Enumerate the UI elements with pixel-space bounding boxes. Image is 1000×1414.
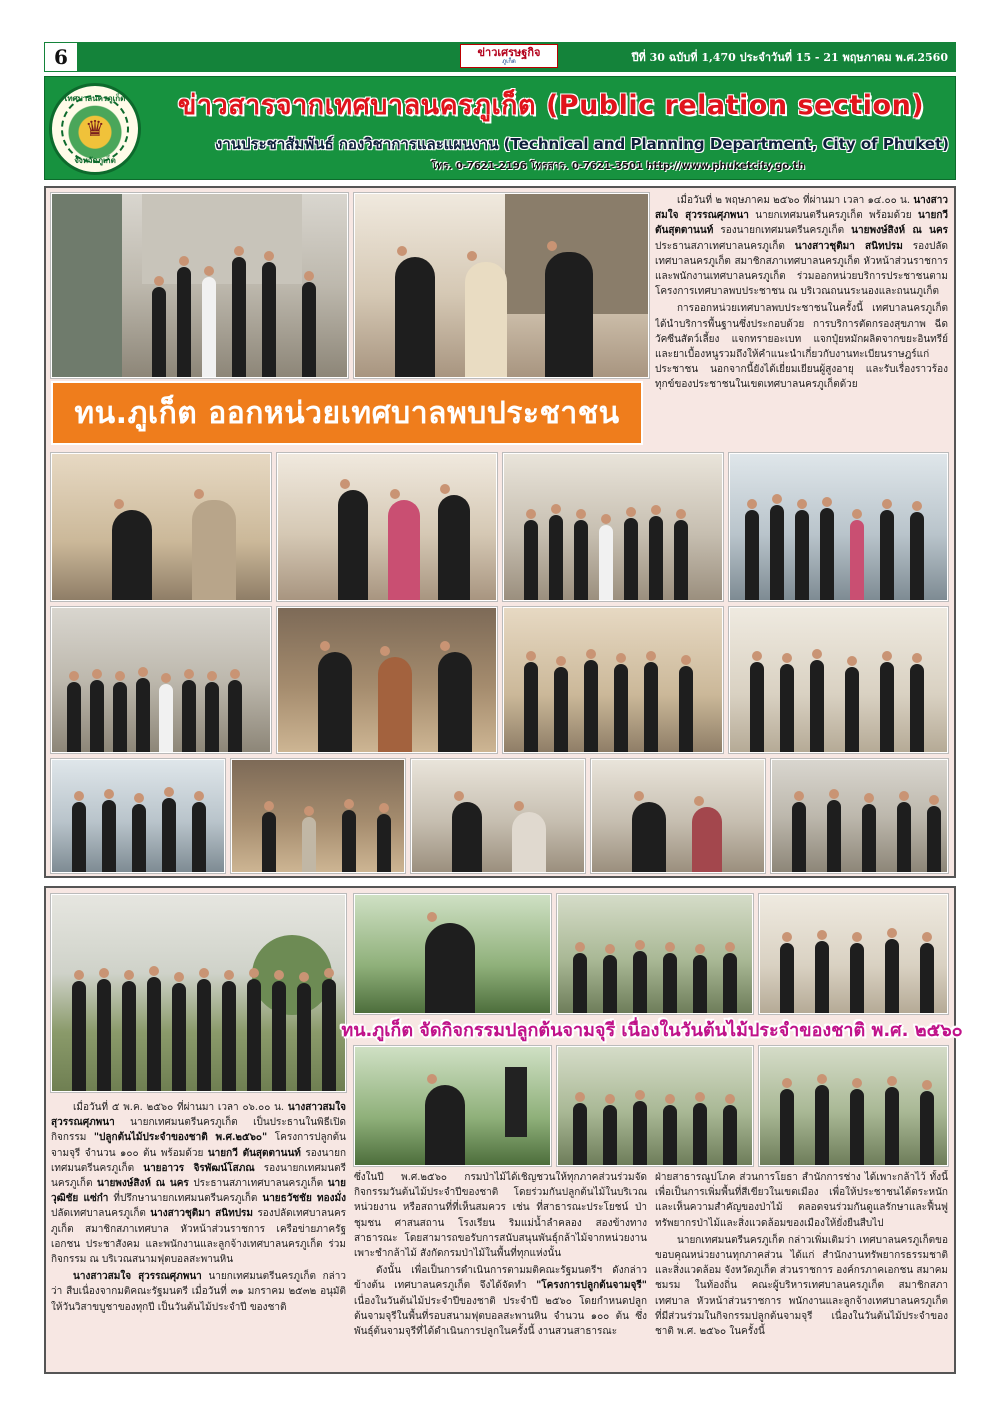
story1-headline-text: ทน.ภูเก็ต ออกหน่วยเทศบาลพบประชาชน bbox=[74, 395, 620, 431]
story2-col3-a: ฝ่ายสาธารณูปโภค ส่วนการโยธา สำนักการช่าง ได้เพาะกล้าไว้ ทั้งนี้เพื่อเป็นการเพิ่มพื้นที่สีเขียวในเขตเมือง เพื่อให้ประชาชนได้ตระหนักและเห็นความสำคัญของป่าไม้ ตลอดจนร่วมกันดูแลรักษาและฟื้นฟูทรัพยากรป่าไม้และสิ่งแวดล้อมของเมืองให้ยั่งยืนสืบไป bbox=[655, 1172, 948, 1229]
story1-p1-name3: นายพงษ์สิงห์ ณ นคร bbox=[851, 225, 948, 237]
story2-col1-h: ปลัดเทศบาลนครภูเก็ต bbox=[51, 1208, 146, 1220]
logo-sub-text: ภูเก็ต bbox=[502, 58, 516, 65]
story1-photo-row2-4 bbox=[729, 453, 948, 601]
contact-line: โทร. 0-7621-2196 โทรสาร. 0-7621-3501 http://www.phuketcity.go.th bbox=[431, 161, 805, 172]
story1-photo-row3-3 bbox=[503, 607, 723, 753]
story2-photo-audience bbox=[557, 894, 753, 1014]
story1-photo-row4-4 bbox=[591, 759, 765, 873]
story2-col2-a: ซึ่งในปี พ.ศ.๒๕๖๐ กรมป่าไม้ได้เชิญชวนให้ทุกภาคส่วนร่วมจัดกิจกรรมวันต้นไม้ประจำปีของชาติ โดยร่วมกันปลูกต้นไม้ในบริเวณหน่วยงาน หรือสถานที่ที่เห็นสมควร เช่น ที่สาธารณะประโยชน์ ป่าชุมชน ศาสนสถาน โรงเรียน ริมแม่น้ำลำคลอง สองข้างทางสาธารณะ โดยสามารถขอรับการสนับสนุนพันธุ์กล้าไม้จากหน่วยงานเพาะชำกล้าไม้ สังกัดกรมป่าไม้ในพื้นที่ทุกแห่งนั้น bbox=[354, 1172, 647, 1260]
story2-col1-d: รองนายกเทศมนตรีนครภูเก็ต bbox=[51, 1147, 346, 1174]
story1-p1-e: รองปลัดเทศบาลนครภูเก็ต สมาชิกสภาเทศบาลนครภูเก็ต หัวหน้าส่วนราชการและพนักงานเทศบาลนครภูเก็ต ร่วมออกหน่วยบริการประชาชนตามโครงการเทศบาลพบประชาชน ณ บริเวณถนนระนองและถนนภูเก็ต bbox=[655, 240, 948, 298]
story1-photo-row3-4 bbox=[729, 607, 948, 753]
story2-col1-c: โครงการปลูกต้นจามจุรี จำนวน ๑๐๐ ต้น พร้อมด้วย bbox=[51, 1132, 346, 1159]
story2-col1-event: "ปลูกต้นไม้ประจำของชาติ พ.ศ.๒๕๖๐" bbox=[93, 1132, 268, 1144]
masthead-bar bbox=[44, 42, 956, 72]
story2-photo-guests bbox=[557, 1046, 753, 1166]
story1-p1-d: ประธานสภาเทศบาลนครภูเก็ต bbox=[655, 240, 785, 252]
story2-photo-officials-seated bbox=[759, 894, 948, 1014]
story2-col2-c: เนื่องในวันต้นไม้ประจำปีของชาติ ประจำปี ๒๕๖๐ โดยกำหนดปลูกต้นจามจุรีในพื้นที่รอบสนามฟุตบอลสะพานหิน จำนวน ๑๐๐ ต้น ซึ่งพันธุ์ต้นจามจุรีที่ได้ดำเนินการปลูกในครั้งนี้ งานสวนสาธารณะ bbox=[354, 1295, 647, 1338]
seal-top-text: เทศบาลนครภูเก็ต bbox=[64, 93, 126, 103]
story1-p1-a: เมื่อวันที่ ๒ พฤษภาคม ๒๕๖๐ ที่ผ่านมา เวลา ๑๔.๐๐ น. bbox=[677, 195, 911, 206]
story2-col1-f: ประธานสภาเทศบาลนครภูเก็ต bbox=[193, 1178, 324, 1190]
story1-photo-row4-5 bbox=[771, 759, 948, 873]
story1-p1-b: นายกเทศมนตรีนครภูเก็ต พร้อมด้วย bbox=[755, 210, 912, 222]
story2-headline-text: ทน.ภูเก็ต จัดกิจกรรมปลูกต้นจามจุรี เนื่องในวันต้นไม้ประจำของชาติ พ.ศ. ๒๕๖๐ bbox=[341, 1019, 963, 1041]
story2-col1-i: รองปลัดเทศบาลนครภูเก็ต สมาชิกสภาเทศบาล หัวหน้าส่วนราชการ เครือข่ายภาครัฐ เอกชน ประชาสังคม และพนักงานและลูกจ้างเทศบาลนครภูเก็ต ร่วมกิจกรรม ณ บริเวณสนามฟุตบอลสะพานหิน bbox=[51, 1208, 346, 1266]
story2-col2-project: "โครงการปลูกต้นจามจุรี" bbox=[536, 1280, 647, 1292]
story2-col1-name6: นายธวัชชัย ทองมั่ง bbox=[262, 1193, 346, 1205]
story2-text-col2 bbox=[354, 1170, 647, 1368]
story1-photo-row2-2 bbox=[277, 453, 497, 601]
story2-col2-b: ดังนั้น เพื่อเป็นการดำเนินการตามมติคณะรัฐมนตรีฯ ดังกล่าวข้างต้น เทศบาลนครภูเก็ต จึงได้จัดทำ bbox=[354, 1265, 647, 1292]
story1-p1-c: รองนายกเทศมนตรีนครภูเก็ต bbox=[720, 225, 845, 237]
story1-photo-row4-2 bbox=[231, 759, 405, 873]
section-banner bbox=[44, 76, 956, 180]
story2-text-col3 bbox=[655, 1170, 948, 1368]
story1-photo-row2-1 bbox=[51, 453, 271, 601]
story1-photo-row2-3 bbox=[503, 453, 723, 601]
page-number: 6 bbox=[44, 42, 78, 72]
story2-col1-name7: นางสาวชุติมา สนิทปรม bbox=[150, 1208, 254, 1220]
story2-col1-j: นายกเทศมนตรีนครภูเก็ต กล่าวว่า สืบเนื่องจากมติคณะรัฐมนตรี เมื่อวันที่ ๓๑ มกราคม ๒๕๓๒ อนุมัติให้วันวิสาขบูชาของทุกปี เป็นวันต้นไม้ประจำปี ของชาติ bbox=[51, 1271, 346, 1313]
story1-text bbox=[655, 193, 948, 455]
story2-text-col1 bbox=[51, 1100, 346, 1368]
story2-col1-name8: นางสาวสมใจ สุวรรณศุภพนา bbox=[73, 1271, 202, 1283]
story1-headline bbox=[51, 381, 643, 445]
story2-photo-front-row bbox=[759, 1046, 948, 1166]
story1-p1-name1: นางสาวสมใจ สุวรรณศุภพนา bbox=[655, 195, 948, 222]
story1-p2: การออกหน่วยเทศบาลพบประชาชนในครั้งนี้ เทศบาลนครภูเก็ตได้นำบริการพื้นฐานซึ่งประกอบด้วย การบริการตัดกรองสุขภาพ ฉีดวัคซีนสัตว์เลี้ยง แจกทรายอะเบท แจกปุ๋ยหมักผลิตจากขยะอินทรีย์ และยาเบื้องหนูรวมถึงให้คำแนะนำเกี่ยวกับงานทะเบียนราษฎร์แก่ประชาชน นอกจากนี้ยังได้เยี่ยมเยียนผู้สูงอายุ และรับเรื่องราวร้องทุกข์ของประชาชนในเขตเทศบาลนครภูเก็ตด้วย bbox=[655, 303, 948, 391]
newspaper-logo bbox=[460, 44, 558, 68]
story2-photo-speaker bbox=[354, 894, 551, 1014]
section-title: ข่าวสารจากเทศบาลนครภูเก็ต (Public relation section) bbox=[177, 90, 925, 121]
story2-col1-a: เมื่อวันที่ ๕ พ.ค. ๒๕๖๐ ที่ผ่านมา เวลา ๐๖.๐๐ น. bbox=[73, 1102, 285, 1113]
seal-bottom-text: จังหวัดภูเก็ต bbox=[74, 155, 116, 165]
section-subtitle: งานประชาสัมพันธ์ กองวิชาการและแผนงาน (Technical and Planning Department, City of Phuket) bbox=[215, 135, 949, 153]
story2-col1-name4: นายพงษ์สิงห์ ณ นคร bbox=[97, 1178, 189, 1190]
story1-p1-name2: นายกวี ตันสุตตานนท์ bbox=[655, 210, 948, 237]
story1-photo-street-walk bbox=[51, 193, 348, 378]
story2-col1-name5: นายวุฒิชัย แซ่ก๋า bbox=[51, 1178, 346, 1205]
story2-photo-podium bbox=[354, 1046, 551, 1166]
story1-photo-row4-1 bbox=[51, 759, 225, 873]
story2-col1-b: นายกเทศมนตรีนครภูเก็ต เป็นประธานในพิธีเปิดกิจกรรม bbox=[51, 1117, 346, 1144]
story1-photo-row3-2 bbox=[277, 607, 497, 753]
story2-col1-name1: นางสาวสมใจ สุวรรณศุภพนา bbox=[51, 1102, 346, 1129]
story2-photo-group-planting bbox=[51, 894, 346, 1092]
issue-line: ปีที่ 30 ฉบับที่ 1,470 ประจำวันที่ 15 - 21 พฤษภาคม พ.ศ.2560 bbox=[631, 51, 948, 64]
story1-photo-handover bbox=[354, 193, 649, 378]
story2-col1-name3: นายอาวร จิรพัฒน์โสภณ bbox=[143, 1162, 255, 1174]
story1-photo-row3-1 bbox=[51, 607, 271, 753]
story2-col1-name2: นายกวี ตันสุตตานนท์ bbox=[207, 1147, 301, 1159]
story2-headline bbox=[341, 1014, 963, 1044]
story2-col3-b: นายกเทศมนตรีนครภูเก็ต กล่าวเพิ่มเติมว่า เทศบาลนครภูเก็ตขอขอบคุณหน่วยงานทุกภาคส่วน ได้แก่ สำนักงานทรัพยากรธรรมชาติและสิ่งแวดล้อม จังหวัดภูเก็ต ส่วนราชการ องค์กรภาคเอกชน สมาคม ชมรม ในท้องถิ่น คณะผู้บริหารเทศบาลนครภูเก็ต สมาชิกสภาเทศบาล หัวหน้าส่วนราชการ พนักงานและลูกจ้างเทศบาลนครภูเก็ต ที่มีส่วนร่วมในกิจกรรมปลูกต้นจามจุรี เนื่องในวันต้นไม้ประจำของชาติ พ.ศ. ๒๕๖๐ ในครั้งนี้ bbox=[655, 1234, 948, 1338]
logo-main-text: ข่าวเศรษฐกิจ bbox=[477, 46, 541, 59]
story1-p1-name4: นางสาวชุติมา สนิทปรม bbox=[794, 240, 903, 252]
story2-col1-g: ที่ปรึกษานายกเทศมนตรีนครภูเก็ต bbox=[113, 1193, 258, 1205]
story2-col1-e: รองนายกเทศมนตรีนครภูเก็ต bbox=[51, 1162, 346, 1190]
story1-photo-row4-3 bbox=[411, 759, 585, 873]
city-seal-icon: เทศบาลนครภูเก็ต ♛ จังหวัดภูเก็ต bbox=[49, 83, 141, 175]
